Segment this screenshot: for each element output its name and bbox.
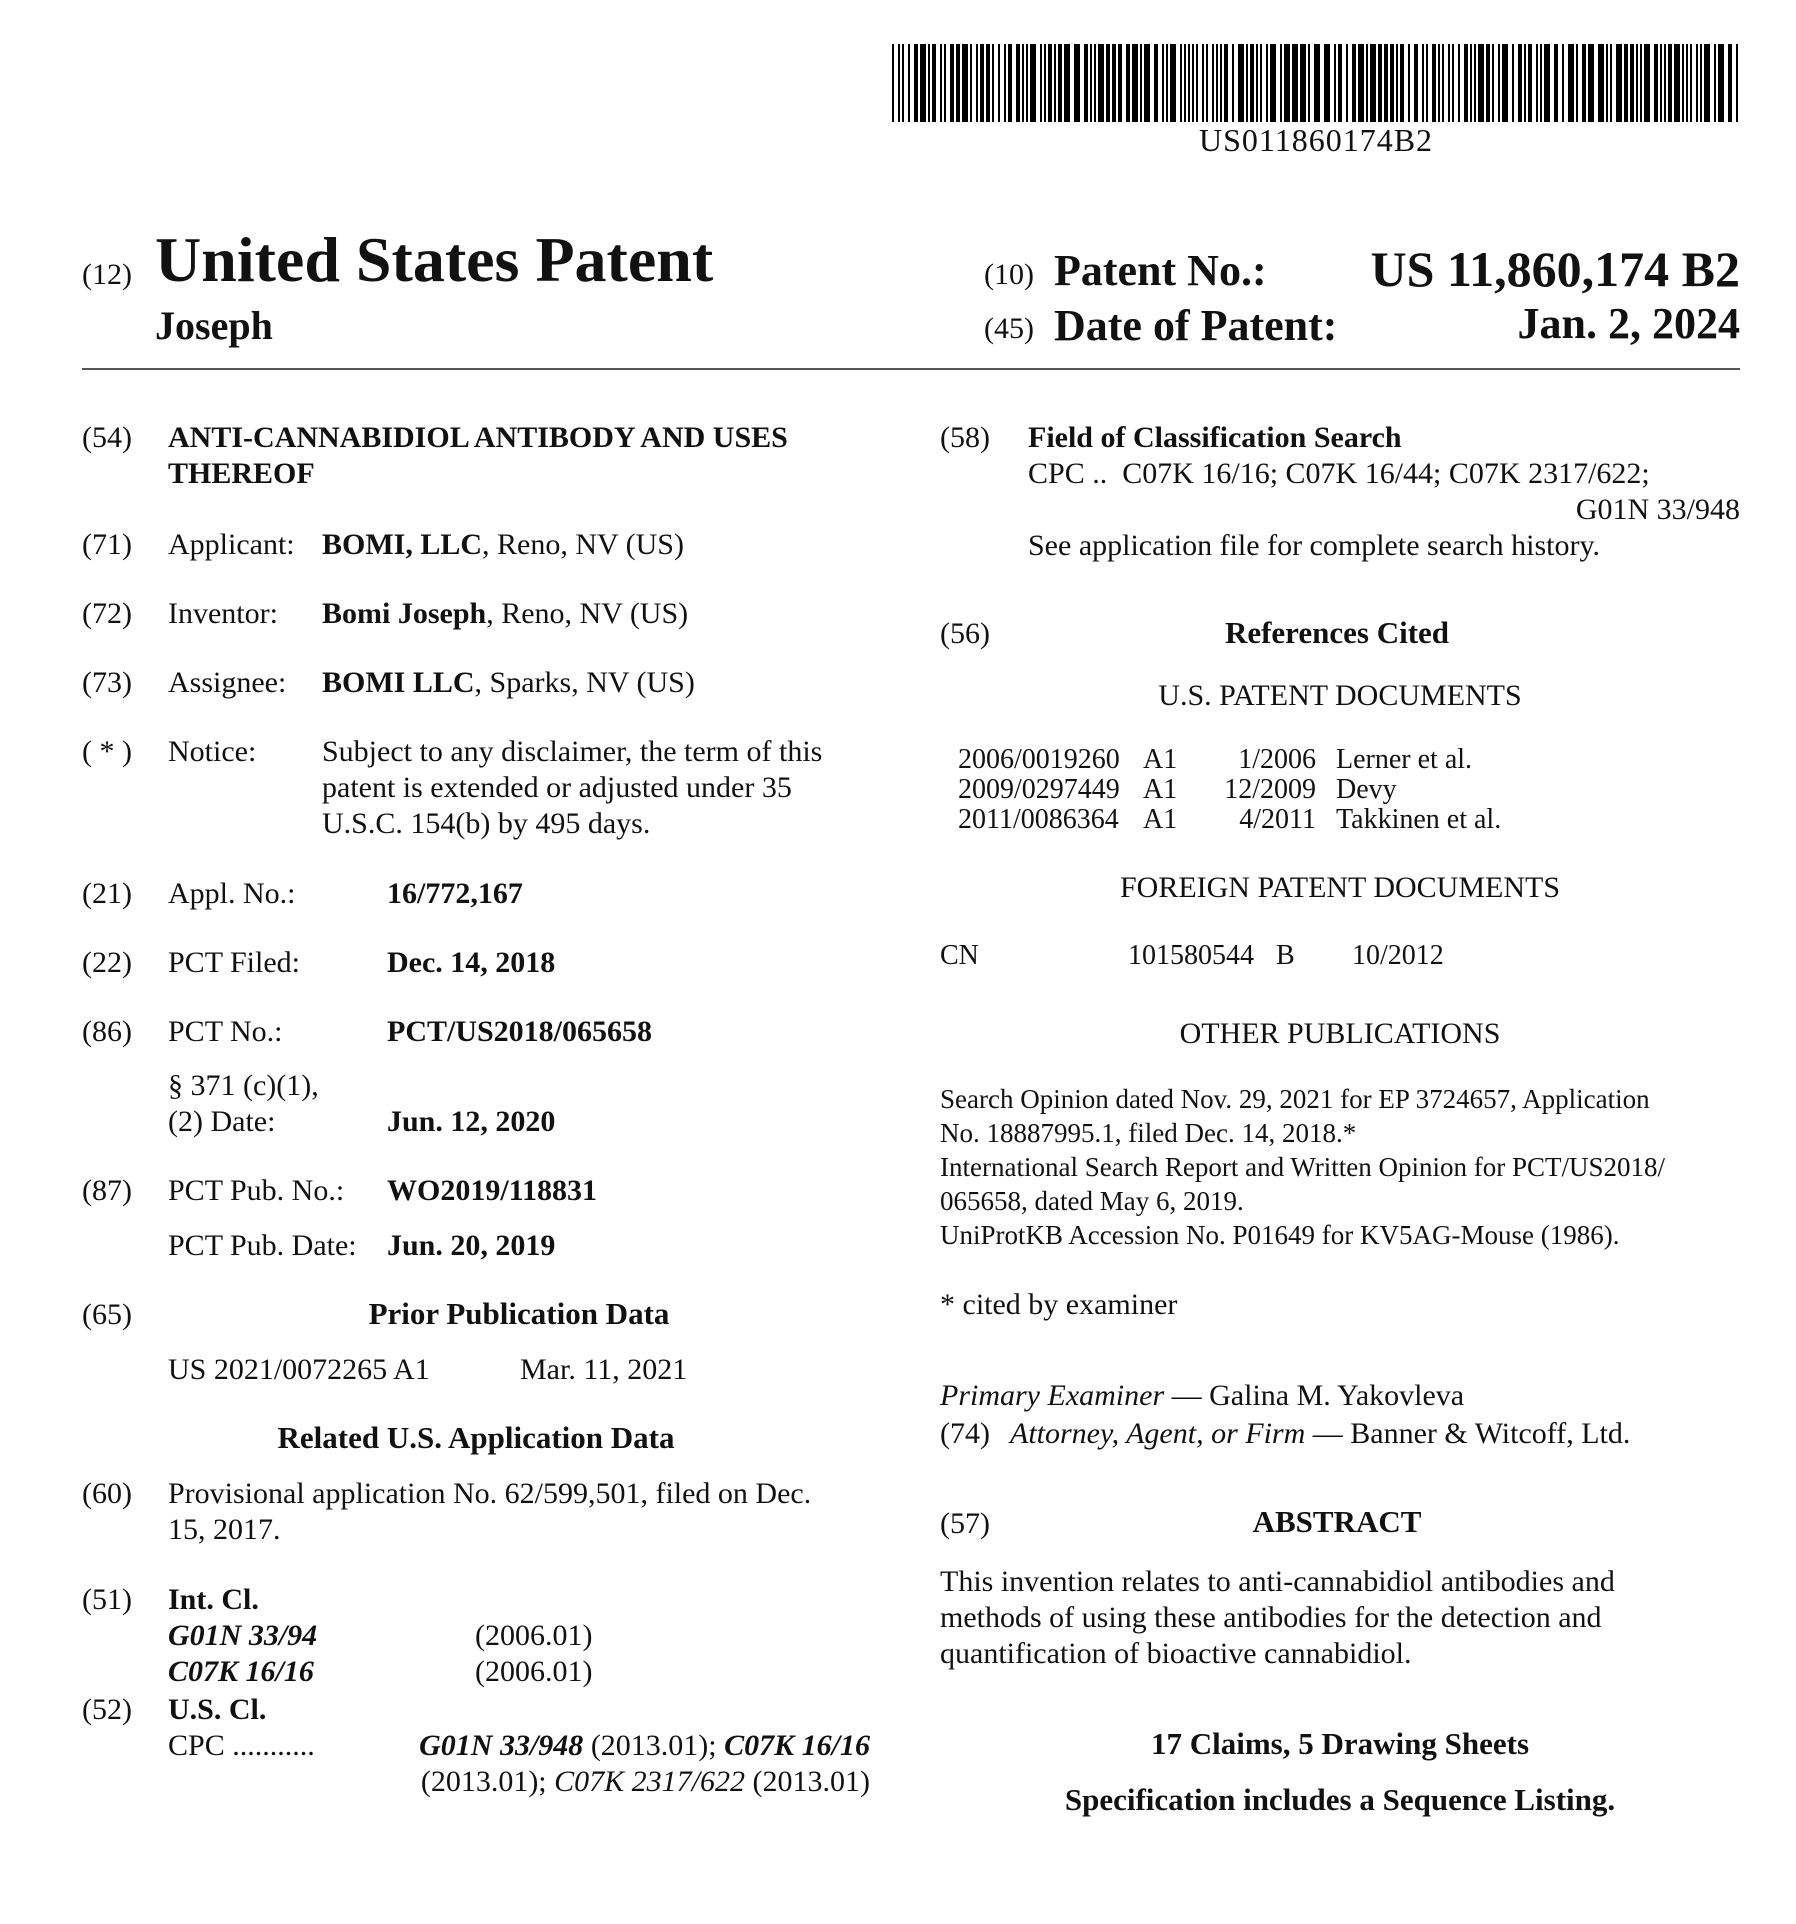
us-cl-class-2: C07K 16/16 [724,1729,870,1762]
other-publications-heading: OTHER PUBLICATIONS [1179,1017,1501,1050]
attorney-name: — Banner & Witcoff, Ltd. [1305,1417,1631,1450]
us-doc-name: Lerner et al. [1336,744,1473,775]
prior-publication-heading: Prior Publication Data [368,1296,670,1331]
code-51: (51) [82,1583,132,1616]
assignee-value [322,665,695,701]
us-doc-kind: A1 [1143,744,1178,775]
foreign-doc-kind: B [1276,940,1295,971]
code-54: (54) [82,421,132,454]
pct-no-value: PCT/US2018/065658 [387,1015,653,1048]
primary-examiner-label: Primary Examiner [940,1379,1165,1412]
us-doc-number: 2006/0019260 [958,744,1120,775]
code-21: (21) [82,877,132,910]
int-cl-class-1: G01N 33/94 [168,1619,318,1652]
references-cited-heading: References Cited [1224,615,1450,650]
us-cl-version-2: (2013.01); [420,1765,555,1798]
us-cl-cpc-line-2 [365,1764,870,1800]
abstract-line-3: quantification of bioactive cannabidiol. [940,1637,1412,1670]
us-cl-class-3: C07K 2317/622 [554,1765,746,1798]
int-cl-version-2: (2006.01) [475,1655,593,1688]
appl-no-value: 16/772,167 [387,877,523,910]
claims-and-drawings-count: 17 Claims, 5 Drawing Sheets [1150,1726,1530,1761]
code-notice: ( * ) [82,735,132,768]
code-73: (73) [82,666,132,699]
us-cl-version-1: (2013.01); [583,1729,725,1762]
other-publication-line: Search Opinion dated Nov. 29, 2021 for EP 3724657, Application [940,1084,1650,1114]
inventor-label: Inventor: [168,597,278,630]
assignee-name: BOMI LLC [322,666,475,699]
code-60: (60) [82,1477,132,1510]
us-patent-documents-heading: U.S. PATENT DOCUMENTS [1158,679,1522,712]
sequence-listing-note: Specification includes a Sequence Listing. [1064,1782,1616,1817]
prior-publication-date: Mar. 11, 2021 [520,1353,688,1386]
int-cl-label: Int. Cl. [168,1583,259,1616]
us-cl-cpc-label: CPC ........... [168,1729,315,1762]
us-doc-date: 1/2006 [1238,744,1316,775]
invention-title-line-1: ANTI-CANNABIDIOL ANTIBODY AND USES [168,421,788,454]
us-doc-date: 4/2011 [1239,804,1316,835]
other-publication-line: International Search Report and Written Opinion for PCT/US2018/ [940,1152,1666,1182]
field-search-note: See application file for complete search history. [1028,529,1601,562]
us-doc-number: 2011/0086364 [958,804,1119,835]
us-doc-number: 2009/0297449 [958,774,1120,805]
applicant-label: Applicant: [168,528,295,561]
other-publication-line: 065658, dated May 6, 2019. [940,1186,1244,1216]
us-doc-kind: A1 [1143,774,1178,805]
code-71: (71) [82,528,132,561]
notice-line-1: Subject to any disclaimer, the term of this [322,735,823,768]
code-65: (65) [82,1298,132,1331]
provisional-line-1: Provisional application No. 62/599,501, filed on Dec. [168,1477,812,1510]
int-cl-class-2: C07K 16/16 [168,1655,314,1688]
primary-examiner [940,1378,1464,1414]
code-58: (58) [940,421,990,454]
code-12: (12) [82,258,132,291]
attorney [1010,1416,1630,1452]
applicant-location: , Reno, NV (US) [482,528,684,561]
cited-by-examiner-note: * cited by examiner [940,1288,1178,1321]
other-publication-line: UniProtKB Accession No. P01649 for KV5AG-Mouse (1986). [940,1220,1620,1250]
us-cl-label: U.S. Cl. [168,1693,267,1726]
foreign-doc-country: CN [940,940,979,971]
code-72: (72) [82,597,132,630]
foreign-patent-documents-heading: FOREIGN PATENT DOCUMENTS [1119,871,1561,904]
us-cl-version-3: (2013.01) [745,1765,870,1798]
notice-line-2: patent is extended or adjusted under 35 [322,771,792,804]
code-56: (56) [940,617,990,650]
date-of-patent: Jan. 2, 2024 [1517,299,1740,348]
barcode-image [892,44,1740,122]
pct-filed-label: PCT Filed: [168,946,300,979]
applicant-value [322,527,684,563]
related-application-heading: Related U.S. Application Data [277,1420,675,1455]
code-86: (86) [82,1015,132,1048]
pct-no-label: PCT No.: [168,1015,283,1048]
inventor-name: Bomi Joseph [322,597,487,630]
assignee-label: Assignee: [168,666,287,699]
header-divider [82,368,1740,370]
patent-number: US 11,860,174 B2 [1370,241,1740,297]
us-cl-cpc-line-1 [365,1728,870,1764]
s371-label-line-2: (2) Date: [168,1105,276,1138]
field-search-heading: Field of Classification Search [1028,421,1402,454]
code-52: (52) [82,1693,132,1726]
notice-label: Notice: [168,735,257,768]
int-cl-version-1: (2006.01) [475,1619,593,1652]
code-10: (10) [984,258,1034,291]
applicant-name: BOMI, LLC [322,528,483,561]
abstract-heading: ABSTRACT [1252,1504,1422,1539]
pct-filed-value: Dec. 14, 2018 [387,946,556,979]
code-87: (87) [82,1174,132,1207]
barcode-number: US011860174B2 [1198,122,1434,158]
appl-no-label: Appl. No.: [168,877,296,910]
pct-pub-date-value: Jun. 20, 2019 [387,1229,556,1262]
inventor-value [322,596,688,632]
code-22: (22) [82,946,132,979]
provisional-line-2: 15, 2017. [168,1513,281,1546]
primary-examiner-name: — Galina M. Yakovleva [1164,1379,1465,1412]
other-publication-line: No. 18887995.1, filed Dec. 14, 2018.* [940,1118,1357,1148]
pct-pub-no-label: PCT Pub. No.: [168,1174,345,1207]
invention-title-line-2: THEREOF [168,457,315,490]
pct-pub-date-label: PCT Pub. Date: [168,1229,357,1262]
code-57: (57) [940,1507,990,1540]
attorney-label: Attorney, Agent, or Firm [1010,1417,1306,1450]
inventor-location: , Reno, NV (US) [486,597,689,630]
s371-label-line-1: § 371 (c)(1), [168,1069,319,1102]
inventor-surname: Joseph [155,303,273,348]
abstract-line-1: This invention relates to anti-cannabidiol antibodies and [940,1565,1615,1598]
us-doc-date: 12/2009 [1224,774,1316,805]
foreign-doc-date: 10/2012 [1352,940,1444,971]
notice-line-3: U.S.C. 154(b) by 495 days. [322,807,651,840]
document-type-title: United States Patent [155,224,714,295]
code-45: (45) [984,312,1034,345]
field-search-cpc-line-1: CPC .. C07K 16/16; C07K 16/44; C07K 2317/622; [1028,457,1650,490]
assignee-location: , Sparks, NV (US) [474,666,695,699]
foreign-doc-number: 101580544 [1128,940,1254,971]
date-of-patent-label: Date of Patent: [1054,301,1338,350]
us-doc-name: Devy [1336,774,1397,805]
field-search-cpc-line-2: G01N 33/948 [1575,493,1740,526]
patent-number-label: Patent No.: [1054,246,1267,295]
us-cl-class-1: G01N 33/948 [419,1729,584,1762]
abstract-line-2: methods of using these antibodies for the detection and [940,1601,1602,1634]
us-doc-kind: A1 [1143,804,1178,835]
us-doc-name: Takkinen et al. [1336,804,1502,835]
code-74: (74) [940,1417,990,1450]
prior-publication-number: US 2021/0072265 A1 [168,1353,430,1386]
s371-date-value: Jun. 12, 2020 [387,1105,556,1138]
pct-pub-no-value: WO2019/118831 [387,1174,598,1207]
